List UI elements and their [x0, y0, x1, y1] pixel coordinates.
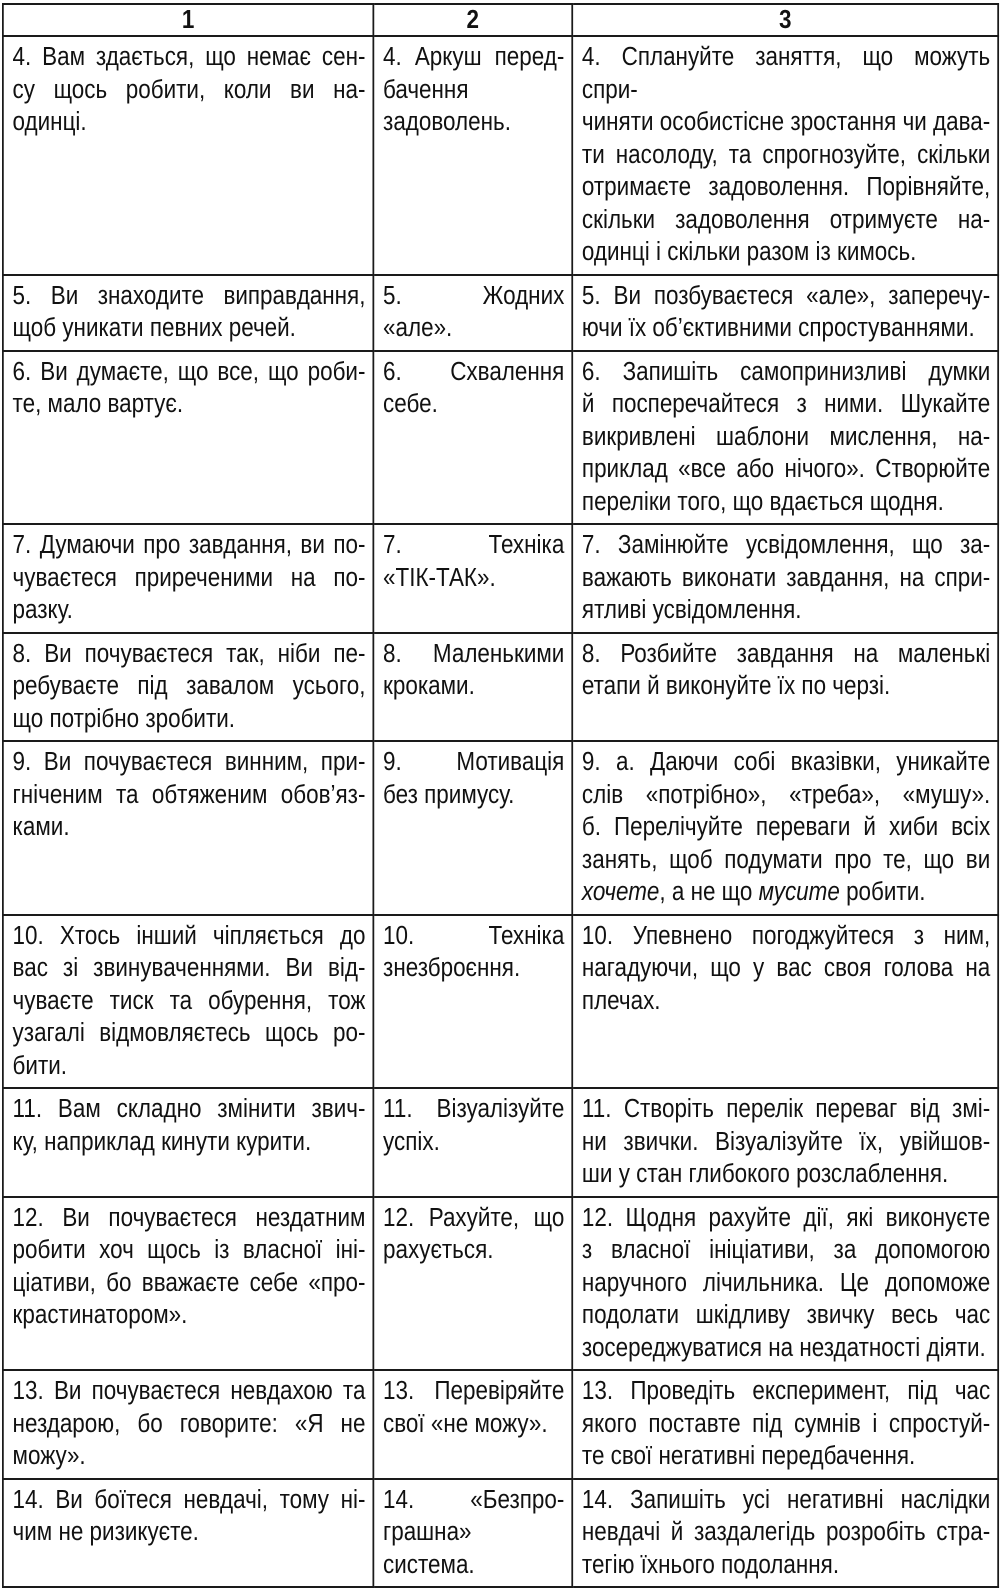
cell-text-line: етапи й виконуйте їх по черзі. — [581, 672, 891, 700]
cell-text-line: наручного лічильника. Це допоможе — [581, 1268, 991, 1297]
cell-text-line: важають виконати завдання, на спри- — [581, 563, 991, 592]
cell-text-line: чиняти особистісне зростання чи дава- — [581, 108, 991, 136]
cell-text-line: нагадуючи, що у вас своя голова на — [581, 954, 991, 982]
technique-cell — [373, 1088, 572, 1197]
cell-text-line: занять, щоб подумати про те, що ви — [581, 845, 991, 874]
advice-cell — [572, 1088, 998, 1197]
header-col-2: 2 — [373, 4, 572, 36]
table-row — [3, 275, 998, 351]
cell-text-line: 6. Запишіть самопринизливі думки — [581, 357, 991, 386]
cell-text-line: 12. Щодня рахуйте дії, які виконуєте — [581, 1203, 991, 1232]
cell-text-line: 7. Техніка — [383, 531, 565, 559]
cell-text-line: що потрібно зробити. — [12, 704, 236, 733]
cell-text-line: 4. Вам здається, що немає сен- — [12, 43, 366, 71]
situation-cell — [3, 1370, 373, 1479]
cell-text-fragment: робити. — [839, 878, 926, 906]
cell-text-line: чуваєте тиск та обурення, тож — [12, 986, 366, 1015]
situation-cell — [3, 741, 373, 915]
technique-cell — [373, 633, 572, 742]
cell-text-line: 13. Перевіряйте — [383, 1377, 565, 1405]
cell-text-line: 14. Запишіть усі негативні наслідки — [581, 1485, 991, 1514]
cell-text-line: 13. Проведіть експеримент, під час — [581, 1377, 991, 1405]
technique-cell — [373, 1197, 572, 1371]
technique-cell — [373, 1479, 572, 1588]
cell-text-line: невдачі й заздалегідь розробіть стра- — [581, 1518, 991, 1546]
situation-cell — [3, 633, 373, 742]
cell-text-line: ятливі усвідомлення. — [581, 596, 802, 624]
cell-text-line: 12. Ви почуваєтеся нездатним — [12, 1203, 366, 1232]
technique-cell — [373, 275, 572, 351]
table-row — [3, 351, 998, 525]
technique-cell — [373, 36, 572, 275]
table-row — [3, 633, 998, 742]
situation-cell — [3, 1479, 373, 1588]
cell-text-line: чим не ризикуєте. — [12, 1518, 199, 1546]
technique-cell — [373, 524, 572, 633]
cell-text-line: переліки того, що вдається щодня. — [581, 487, 944, 516]
cell-text-line: приклад «все або нічого». Створюйте — [581, 455, 991, 483]
advice-cell — [572, 275, 998, 351]
cell-text-line: тегію їхнього подолання. — [581, 1550, 840, 1579]
cell-text-line: ючи їх об’єктивними спростуваннями. — [581, 314, 975, 342]
advice-cell — [572, 36, 998, 275]
cell-text-line: 6. Ви думаєте, що все, що роби- — [12, 357, 366, 386]
cell-text-fragment: , а не що — [659, 878, 759, 906]
cell-text-line: й посперечайтеся з ними. Шукайте — [581, 390, 991, 418]
cell-text-line: бачення — [383, 75, 469, 104]
cell-text-line: гніченим та обтяженим обов’яз- — [12, 780, 366, 809]
cell-text-line: слів «потрібно», «треба», «мушу». — [581, 780, 991, 809]
advice-cell — [572, 1479, 998, 1588]
technique-cell — [373, 1370, 572, 1479]
cell-text-line: ку, наприклад кинути курити. — [12, 1127, 312, 1156]
cell-text-line: «ТІК-ТАК». — [383, 563, 496, 592]
cell-text-line: свої «не можу». — [383, 1409, 548, 1438]
table-row — [3, 1088, 998, 1197]
cell-text-line: 7. Замінюйте усвідомлення, що за- — [581, 531, 991, 559]
cell-text-line: одинці і скільки разом із кимось. — [581, 238, 917, 266]
header-col-1: 1 — [3, 4, 373, 36]
cell-text-line: щоб уникати певних речей. — [12, 314, 296, 342]
cell-text-line: 9. Ви почуваєтеся винним, при- — [12, 748, 366, 776]
advice-cell — [572, 524, 998, 633]
cell-text-line: отримаєте задоволення. Порівняйте, — [581, 173, 991, 201]
cell-text-line: 9. а. Даючи собі вказівки, уникайте — [581, 748, 991, 776]
table-row — [3, 1370, 998, 1479]
cell-text-line: 7. Думаючи про завдання, ви по- — [12, 531, 366, 559]
situation-cell — [3, 36, 373, 275]
cell-text-line: задоволень. — [383, 108, 511, 136]
cell-text-line: разку. — [12, 596, 73, 624]
cell-text-line: кроками. — [383, 672, 475, 700]
situation-cell — [3, 275, 373, 351]
cell-text-line: ребуваєте під завалом усього, — [12, 672, 366, 700]
cell-text-line: робити хоч щось із власної іні- — [12, 1236, 366, 1264]
cell-text-line: без примусу. — [383, 780, 515, 809]
emphasized-word: хочете — [581, 878, 660, 906]
cell-text-line: знезброєння. — [383, 954, 521, 982]
technique-cell — [373, 351, 572, 525]
cell-text-line: подолати шкідливу звичку весь час — [581, 1301, 991, 1329]
cell-text-line — [582, 876, 990, 909]
cell-text-line: су щось робити, коли ви на- — [12, 75, 366, 104]
situation-cell — [3, 1088, 373, 1197]
cell-text-line: 8. Ви почуваєтеся так, ніби пе- — [12, 639, 366, 668]
table-row — [3, 915, 998, 1089]
cell-text-line: грашна» — [383, 1518, 472, 1546]
table-row — [3, 36, 998, 275]
cell-text-line: бити. — [12, 1051, 67, 1080]
cell-text-line: 11. Створіть перелік переваг від змі- — [581, 1095, 991, 1123]
cell-text-line: рахується. — [383, 1236, 494, 1264]
table-row — [3, 741, 998, 915]
cell-text-line: 4. Сплануйте заняття, що можуть спри- — [581, 43, 991, 104]
cell-text-line: те свої негативні передбачення. — [581, 1442, 916, 1470]
cell-text-line: 11. Візуалізуйте — [383, 1095, 565, 1123]
advice-cell — [572, 915, 998, 1089]
cell-text-line: 12. Рахуйте, що — [383, 1203, 565, 1232]
cell-text-line: 13. Ви почуваєтеся невдахою та — [12, 1377, 366, 1405]
cell-text-line: 5. Жодних — [383, 281, 565, 310]
cell-text-line: вас зі звинуваченнями. Ви від- — [12, 954, 366, 982]
header-col-3: 3 — [572, 4, 998, 36]
cell-text-line: 9. Мотивація — [383, 748, 565, 776]
advice-cell — [572, 1197, 998, 1371]
table-row — [3, 1197, 998, 1371]
technique-cell — [373, 741, 572, 915]
situation-cell — [3, 351, 373, 525]
advice-cell — [572, 351, 998, 525]
cell-text-line: узагалі відмовляєтесь щось ро- — [12, 1019, 366, 1047]
situation-cell — [3, 1197, 373, 1371]
cell-text-line: 8. Маленькими — [383, 639, 565, 668]
cell-text-line: ни звички. Візуалізуйте їх, увійшов- — [581, 1127, 991, 1156]
cell-text-line: можу». — [12, 1442, 86, 1470]
cell-text-line: 10. Упевнено погоджуйтеся з ним, — [581, 921, 991, 950]
cell-text-line: 10. Хтось інший чіпляється до — [12, 921, 366, 950]
cell-text-line: 4. Аркуш перед- — [383, 43, 565, 71]
table-row — [3, 524, 998, 633]
header-row — [3, 4, 998, 36]
cell-text-line: зосереджуватися на нездатності діяти. — [581, 1333, 986, 1362]
cell-text-line: крастинатором». — [12, 1301, 188, 1329]
cell-text-line: скільки задоволення отримуєте на- — [581, 205, 991, 234]
cell-text-line: ти насолоду, та спрогнозуйте, скільки — [581, 140, 991, 169]
cell-text-line: 6. Схвалення — [383, 357, 565, 386]
cell-text-line: 11. Вам складно змінити звич- — [12, 1095, 366, 1123]
advice-cell — [572, 741, 998, 915]
cell-text-line: б. Перелічуйте переваги й хиби всіх — [581, 813, 991, 841]
emphasized-word: мусите — [758, 878, 840, 906]
advice-cell — [572, 633, 998, 742]
cell-text-line: ціативи, бо вважаєте себе «про- — [12, 1268, 366, 1297]
cell-text-line: 14. Ви боїтеся невдачі, тому ні- — [12, 1485, 366, 1514]
cell-text-line: 14. «Безпро- — [383, 1485, 565, 1514]
cell-text-line: якого поставте під сумнів і спростуй- — [581, 1409, 991, 1438]
cell-text-line: 5. Ви знаходите виправдання, — [12, 281, 366, 310]
cell-text-line: система. — [383, 1550, 475, 1579]
table-row — [3, 1479, 998, 1588]
cell-text-line: викривлені шаблони мислення, на- — [581, 422, 991, 451]
cell-text-line: ками. — [12, 813, 70, 841]
cell-text-line: чуваєтеся приреченими на по- — [12, 563, 366, 592]
cell-text-line: те, мало вартує. — [12, 390, 184, 418]
situation-cell — [3, 524, 373, 633]
cell-text-line: 8. Розбийте завдання на маленькі — [581, 639, 991, 668]
cell-text-line: нездарою, бо говорите: «Я не — [12, 1409, 366, 1438]
cell-text-line: ши у стан глибокого розслаблення. — [581, 1160, 949, 1188]
cell-text-line: з власної ініціативи, за допомогою — [581, 1236, 991, 1264]
cell-text-line: одинці. — [12, 108, 87, 136]
technique-cell — [373, 915, 572, 1089]
cell-text-line: «але». — [383, 314, 453, 342]
advice-cell — [572, 1370, 998, 1479]
cell-text-line: 5. Ви позбуваєтеся «але», заперечу- — [581, 281, 991, 310]
cell-text-line: себе. — [383, 390, 438, 418]
situation-cell — [3, 915, 373, 1089]
cell-text-line: плечах. — [581, 986, 661, 1015]
techniques-table — [2, 3, 999, 1588]
cell-text-line: успіх. — [383, 1127, 440, 1156]
cell-text-line: 10. Техніка — [383, 921, 565, 950]
